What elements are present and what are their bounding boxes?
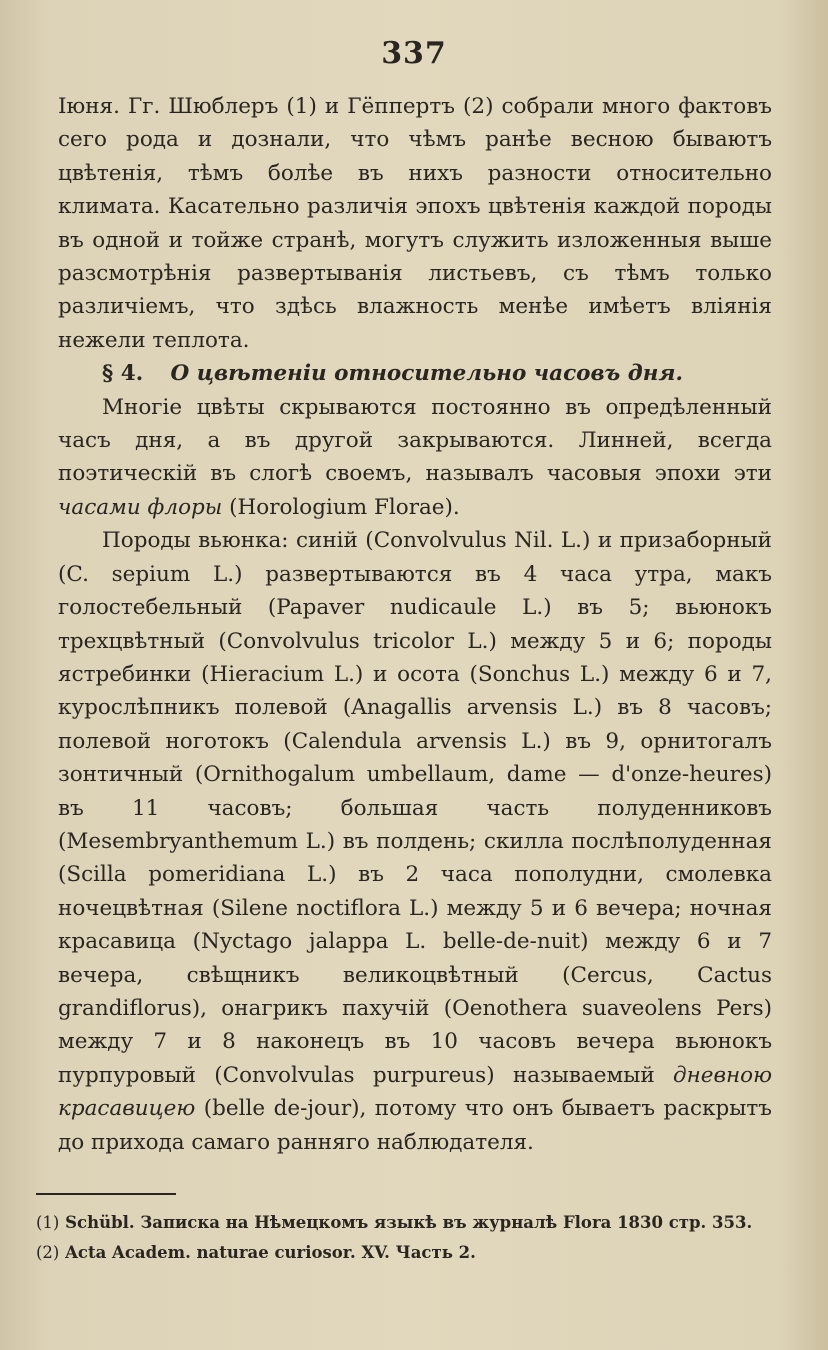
section-number: § 4.: [102, 361, 144, 387]
paragraph-three-text: Породы вьюнка: синій (Convolvulus Nil. L.) и призаборный (C. sepium L.) развертываются въ 4 часа утра, макъ голостебельный (Papaver nudicaule L.) въ 5; вьюнокъ трехцвѣтный (Convolvulus tricolor L.) между 5 и 6; породы ястребинки (Hieracium L.) и осота (Sonchus L.) между 6 и 7, курослѣпникъ полевой (Anagallis arvensis L.) въ 8 часовъ; полевой ноготокъ (Calendula arvensis L.) въ 9, орнитогалъ зонтичный (Ornithogalum umbellaum, dame — d'onze-heures) въ 11 часовъ; большая часть полуденниковъ (Mesembryanthemum L.) въ полдень; скилла послѣполуденная (Scilla pomeridiana L.) въ 2 часа пополудни, смолевка ночецвѣтная (Silene noctiflora L.) между 5 и 6 вечера; ночная красавица (Nyctago jalappa L. belle-de-nuit) между 6 и 7 вечера, свѣщникъ великоцвѣтный (Cercus, Cactus grandiflorus), онагрикъ пахучій (Oenothera suaveolens Pers) между 7 и 8 наконецъ въ 10 часовъ вечера вьюнокъ пурпуровый (Convolvulas purpureus) называемый: [58, 528, 772, 1088]
footnote-2-number: (2): [36, 1243, 60, 1262]
footnotes: [36, 1208, 776, 1268]
paragraph-three-end: (belle de-jour), потому что онъ бываетъ раскрытъ до прихода самаго ранняго наблюдателя.: [58, 1096, 772, 1155]
paragraph-horologium: [58, 391, 772, 525]
section-heading: [58, 357, 772, 390]
footnote-2: [36, 1238, 776, 1268]
emphasis-day-beauty: дневною красавицею: [58, 1062, 772, 1122]
page-number: 337: [381, 36, 447, 71]
paragraph-intro: Іюня. Гг. Шюблеръ (1) и Гёппертъ (2) собрали много фактовъ сего рода и дознали, что чѣмъ ранѣе весною бываютъ цвѣтенія, тѣмъ болѣе въ нихъ разности относительно климата. Касательно различія эпохъ цвѣтенія каждой породы въ одной и тойже странѣ, могутъ служить изложенныя выше разсмотрѣнія развертыванія листьевъ, съ тѣмъ только различіемъ, что здѣсь влажность менѣе имѣетъ вліянія нежели теплота.: [58, 94, 772, 353]
paragraph-two-text: Многіе цвѣты скрываются постоянно въ опредѣленный часъ дня, а въ другой закрываются. Линней, всегда поэтическій въ слогѣ своемъ, называлъ часовыя эпохи эти: [58, 394, 772, 487]
footnote-divider: [36, 1193, 176, 1195]
footnote-2-text: Acta Academ. naturae curiosor. XV. Часть 2.: [65, 1243, 476, 1262]
main-text: [58, 90, 772, 1159]
footnote-1: [36, 1208, 776, 1238]
footnote-1-number: (1): [36, 1213, 60, 1232]
paragraph-two-end: (Horologium Florae).: [222, 494, 460, 520]
paragraph-flower-clock: [58, 524, 772, 1159]
section-title: О цвѣтеніи относительно часовъ дня.: [170, 361, 683, 387]
emphasis-flora-hours: часами флоры: [58, 494, 223, 520]
footnote-1-text: Schübl. Записка на Нѣмецкомъ языкѣ въ журналѣ Flora 1830 стр. 353.: [65, 1213, 753, 1232]
